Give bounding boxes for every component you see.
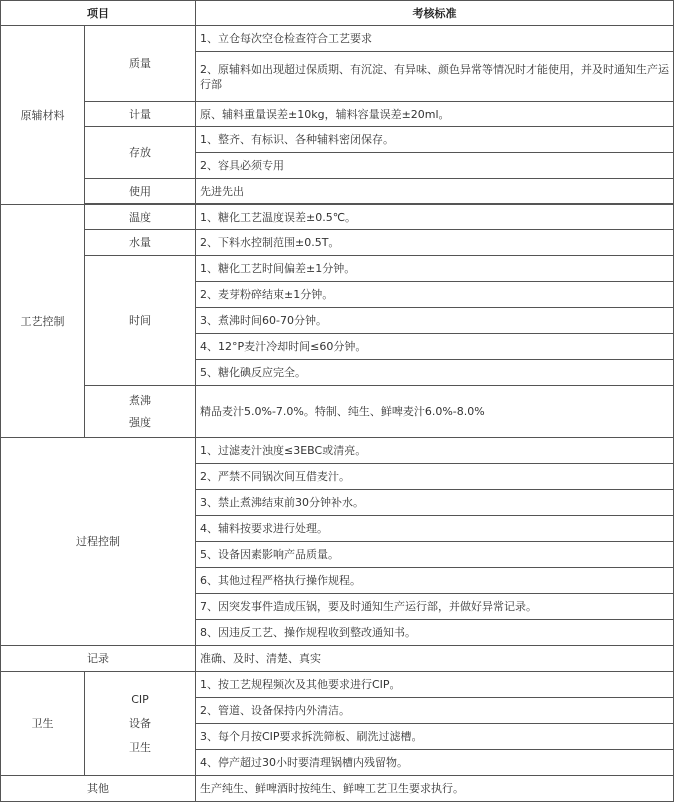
standard-cell: 3、禁止煮沸结束前30分钟补水。 xyxy=(196,490,674,516)
sub-metering: 计量 xyxy=(85,102,196,127)
table-row xyxy=(1,646,674,672)
sub-cip-equipment-hygiene xyxy=(85,672,196,776)
category-records: 记录 xyxy=(1,646,196,672)
sub-hygiene-line1: CIP xyxy=(131,692,149,706)
table-row xyxy=(1,26,674,52)
category-procedure-control: 过程控制 xyxy=(1,438,196,646)
standard-cell: 1、整齐、有标识、各种辅料密闭保存。 xyxy=(196,127,674,153)
table-row xyxy=(1,386,674,438)
sub-temperature: 温度 xyxy=(85,205,196,230)
standard-cell: 3、每个月按CIP要求拆洗筛板、刷洗过滤槽。 xyxy=(196,724,674,750)
table-row xyxy=(1,205,674,230)
sub-storage: 存放 xyxy=(85,127,196,179)
sub-usage: 使用 xyxy=(85,179,196,204)
sub-time: 时间 xyxy=(85,256,196,386)
category-process-control: 工艺控制 xyxy=(1,205,85,438)
standard-cell: 2、原辅料如出现超过保质期、有沉淀、有异味、颜色异常等情况时才能使用，并及时通知生产运行部 xyxy=(196,52,674,102)
standard-cell: 3、煮沸时间60-70分钟。 xyxy=(196,308,674,334)
standard-cell: 1、过滤麦汁浊度≤3EBC或清亮。 xyxy=(196,438,674,464)
standard-cell: 6、其他过程严格执行操作规程。 xyxy=(196,568,674,594)
standard-cell: 先进先出 xyxy=(196,179,674,204)
sub-water: 水量 xyxy=(85,230,196,256)
standard-cell: 5、设备因素影响产品质量。 xyxy=(196,542,674,568)
standard-cell: 1、糖化工艺温度误差±0.5℃。 xyxy=(196,205,674,230)
standard-cell: 1、立仓每次空仓检查符合工艺要求 xyxy=(196,26,674,52)
standard-cell: 2、管道、设备保持内外清洁。 xyxy=(196,698,674,724)
header-row xyxy=(1,1,674,26)
standard-cell: 8、因违反工艺、操作规程收到整改通知书。 xyxy=(196,620,674,646)
category-hygiene: 卫生 xyxy=(1,672,85,776)
standard-cell: 2、下料水控制范围±0.5T。 xyxy=(196,230,674,256)
sub-boil-strength-line1: 煮沸 xyxy=(129,393,151,407)
standard-cell: 2、严禁不同锅次间互借麦汁。 xyxy=(196,464,674,490)
sub-boil-strength-line2: 强度 xyxy=(129,415,151,429)
sub-hygiene-line3: 卫生 xyxy=(129,740,151,754)
standard-cell: 精品麦汁5.0%-7.0%。特制、纯生、鲜啤麦汁6.0%-8.0% xyxy=(196,386,674,438)
category-other: 其他 xyxy=(1,776,196,802)
table-row xyxy=(1,230,674,256)
standard-cell: 5、糖化碘反应完全。 xyxy=(196,360,674,386)
header-standard: 考核标准 xyxy=(196,1,674,26)
standard-cell: 2、麦芽粉碎结束±1分钟。 xyxy=(196,282,674,308)
table-row xyxy=(1,776,674,802)
standard-cell: 4、12°P麦汁冷却时间≤60分钟。 xyxy=(196,334,674,360)
sub-hygiene-line2: 设备 xyxy=(129,716,151,730)
category-raw-materials: 原辅材料 xyxy=(1,26,85,205)
sub-boil-strength xyxy=(85,386,196,438)
table-row xyxy=(1,102,674,127)
header-item: 项目 xyxy=(1,1,196,26)
table-row xyxy=(1,256,674,282)
sub-quality: 质量 xyxy=(85,26,196,102)
standard-cell: 4、停产超过30小时要清理锅槽内残留物。 xyxy=(196,750,674,776)
table-row xyxy=(1,179,674,204)
standard-cell: 生产纯生、鲜啤酒时按纯生、鲜啤工艺卫生要求执行。 xyxy=(196,776,674,802)
standard-cell: 1、糖化工艺时间偏差±1分钟。 xyxy=(196,256,674,282)
standard-cell: 2、容具必须专用 xyxy=(196,153,674,179)
table-row xyxy=(1,438,674,464)
standard-cell: 4、辅料按要求进行处理。 xyxy=(196,516,674,542)
table-row xyxy=(1,127,674,153)
standard-cell: 1、按工艺规程频次及其他要求进行CIP。 xyxy=(196,672,674,698)
standard-cell: 原、辅料重量误差±10kg，辅料容量误差±20ml。 xyxy=(196,102,674,127)
standard-cell: 7、因突发事件造成压锅，要及时通知生产运行部，并做好异常记录。 xyxy=(196,594,674,620)
standard-cell: 准确、及时、清楚、真实 xyxy=(196,646,674,672)
table-row xyxy=(1,672,674,698)
